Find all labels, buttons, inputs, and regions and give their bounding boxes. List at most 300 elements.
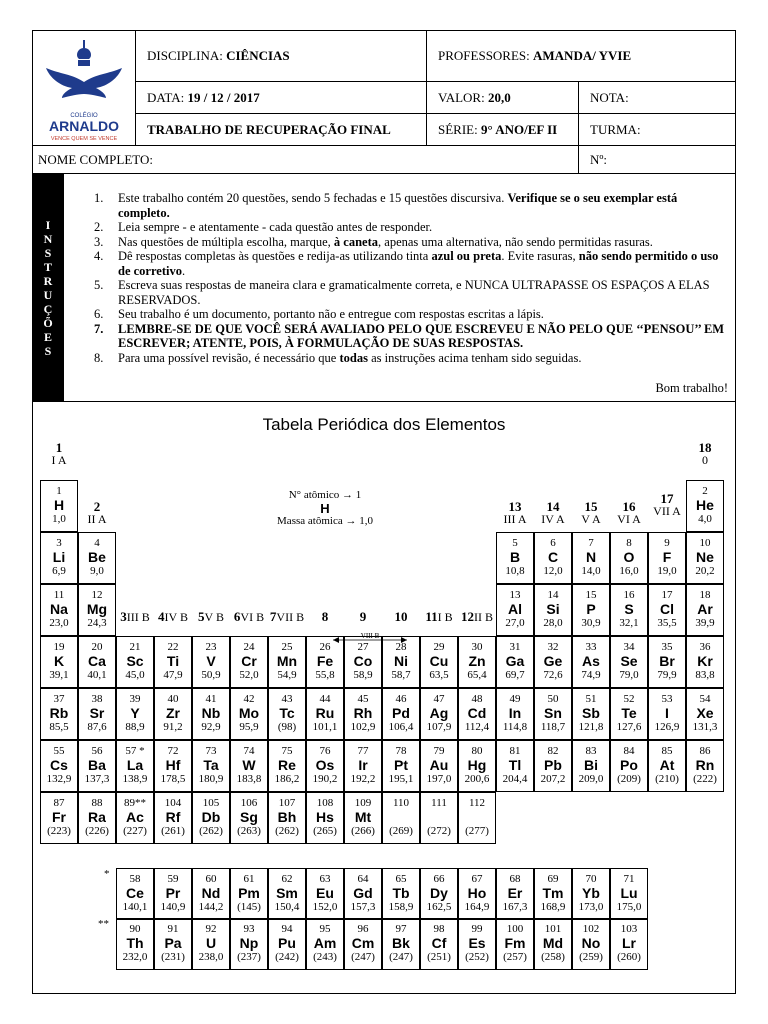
atomic-number: 56 [91,745,103,757]
element-symbol: Mo [238,705,260,721]
instruction-text: Este trabalho contém 20 questões, sendo 5 fechadas e 15 questões discursiva. Verifique se o seu exemplar está completo. [118,191,678,220]
element-cell-se [610,636,648,688]
atomic-number: 98 [433,923,445,935]
element-symbol: Si [546,601,560,617]
element-symbol: Ta [203,757,219,773]
element-symbol [383,809,419,825]
group-roman: I B [437,610,453,624]
atomic-mass: 132,9 [46,773,72,785]
atomic-mass: 63,5 [429,669,449,681]
atomic-number: 58 [129,873,141,885]
atomic-mass: 24,3 [87,617,107,629]
element-symbol: Md [542,935,564,951]
atomic-mass: 23,0 [49,617,69,629]
element-symbol: Rf [165,809,181,825]
element-cell-sg [230,792,268,844]
atomic-mass: (247) [351,951,375,963]
instruction-number: 1. [94,191,104,205]
element-symbol: W [242,757,256,773]
group-number: 2 [93,499,101,514]
atomic-mass: 200,6 [464,773,490,785]
element-symbol: Hs [316,809,334,825]
group-number: 16 [622,499,636,514]
atomic-number: 75 [281,745,293,757]
element-cell-sn [534,688,572,740]
element-cell-c [534,532,572,584]
atomic-number: 48 [471,693,483,705]
grade-field[interactable] [579,82,736,114]
element-symbol: Lr [622,935,636,951]
atomic-mass: 16,0 [619,565,639,577]
element-cell-ar [686,584,724,636]
atomic-number: 71 [623,873,635,885]
periodic-legend [240,489,410,528]
atomic-number: 8 [626,537,632,549]
atomic-number: 14 [547,589,559,601]
lanthanide-cell-ho [458,868,496,920]
element-cell-s [610,584,648,636]
element-cell-112 [458,792,496,844]
element-symbol: Nb [201,705,221,721]
element-cell-hg [458,740,496,792]
group-number: 17 [660,491,674,506]
atomic-number: 19 [53,641,65,653]
element-cell-ba [78,740,116,792]
atomic-number: 34 [623,641,635,653]
atomic-number: 108 [316,797,334,809]
instruction-text: Dê respostas completas às questões e redija-as utilizando tinta azul ou preta. Evite rasuras, não sendo permitido o uso de corretivo. [118,249,719,278]
class-field[interactable] [579,114,736,146]
element-symbol: V [206,653,216,669]
atomic-mass: 150,4 [274,901,300,913]
atomic-number: 25 [281,641,293,653]
atomic-mass: (226) [85,825,109,837]
actinide-cell-fm [496,918,534,970]
atomic-mass: (247) [389,951,413,963]
atomic-mass: 157,3 [350,901,376,913]
element-cell-tc [268,688,306,740]
group-roman: II B [474,610,493,624]
atomic-number: 30 [471,641,483,653]
atomic-mass: 19,0 [657,565,677,577]
atomic-number: 67 [471,873,483,885]
element-cell-cs [40,740,78,792]
group-roman: I A [51,453,67,467]
atomic-mass: 79,9 [657,669,677,681]
element-cell-br [648,636,686,688]
group-roman: III A [503,512,527,526]
group-header-10 [382,610,420,624]
atomic-mass: 186,2 [274,773,300,785]
instruction-item [94,191,729,220]
atomic-number: 41 [205,693,217,705]
group-roman: V A [581,512,601,526]
instruction-number: 7. [94,321,104,336]
atomic-number: 40 [167,693,179,705]
element-symbol: Ca [88,653,106,669]
element-symbol: S [624,601,634,617]
atomic-mass: 183,8 [236,773,262,785]
atomic-mass: 195,1 [388,773,414,785]
element-symbol: K [53,653,65,669]
atomic-mass: (145) [237,901,261,913]
atomic-mass: 45,0 [125,669,145,681]
atomic-mass: 131,3 [692,721,718,733]
atomic-mass: 4,0 [698,513,712,525]
element-symbol: Re [278,757,296,773]
element-cell-po [610,740,648,792]
element-symbol: B [509,549,521,565]
group-header-16 [610,500,648,526]
element-symbol: Bh [277,809,297,825]
element-cell-ru [306,688,344,740]
atomic-number: 81 [509,745,521,757]
element-symbol: Te [621,705,637,721]
atomic-number: 73 [205,745,217,757]
atomic-mass: 167,3 [502,901,528,913]
element-symbol [459,809,495,825]
instruction-text: LEMBRE-SE DE QUE VOCÊ SERÁ AVALIADO PELO QUE ESCREVEU E NÃO PELO QUE ‘‘PENSOU’’ EM ESCREVER; ATENTE, POIS, À FORMULAÇÃO DE SUAS RESPOSTAS. [118,321,725,350]
atomic-mass: 9,0 [90,565,104,577]
atomic-mass: 40,1 [87,669,107,681]
atomic-number: 59 [167,873,179,885]
atomic-number: 24 [243,641,255,653]
full-name-field[interactable] [32,146,579,174]
element-symbol: Cs [50,757,68,773]
instructions-side-label [32,174,64,402]
element-cell-xe [686,688,724,740]
atomic-number: 66 [433,873,445,885]
atomic-number: 44 [319,693,331,705]
lanthanides-marker: * [104,868,110,880]
atomic-number: 13 [509,589,521,601]
element-cell-rn [686,740,724,792]
atomic-number: 61 [243,873,255,885]
atomic-number: 87 [53,797,65,809]
atomic-number: 91 [167,923,179,935]
atomic-mass: 88,9 [125,721,145,733]
atomic-number: 10 [699,537,711,549]
element-symbol: As [582,653,600,669]
atomic-mass: (223) [47,825,71,837]
element-symbol: La [126,757,144,773]
atomic-mass: 20,2 [695,565,715,577]
atomic-mass: (222) [693,773,717,785]
atomic-mass: 118,7 [540,721,566,733]
atomic-number: 105 [202,797,220,809]
element-cell-al [496,584,534,636]
atomic-number: 100 [506,923,524,935]
atomic-number: 39 [129,693,141,705]
actinide-cell-no [572,918,610,970]
series-label: SÉRIE: [438,121,478,137]
instructions-box [64,174,736,402]
atomic-number: 101 [544,923,562,935]
element-symbol: Yb [582,885,600,901]
atomic-mass: 144,2 [198,901,224,913]
atomic-number: 6 [550,537,556,549]
eagle-icon [32,30,136,146]
group-roman: IV B [164,610,188,624]
atomic-mass: 39,9 [695,617,715,629]
element-symbol: Br [659,653,675,669]
group-header-7 [268,610,306,624]
element-cell-as [572,636,610,688]
instruction-item [94,351,729,366]
element-symbol: Mt [354,809,372,825]
atomic-number: 102 [582,923,600,935]
atomic-number: 16 [623,589,635,601]
element-cell-cu [420,636,458,688]
element-symbol: Na [50,601,68,617]
element-cell-ga [496,636,534,688]
lanthanide-cell-sm [268,868,306,920]
atomic-number: 37 [53,693,65,705]
element-symbol: Tm [542,885,564,901]
instruction-item [94,249,729,278]
element-symbol: Ne [696,549,714,565]
atomic-number: 103 [620,923,638,935]
group-header-2 [78,500,116,526]
element-cell-v [192,636,230,688]
group-number: 7 [269,609,277,624]
atomic-mass: 232,0 [122,951,148,963]
teachers-cell [427,30,736,82]
instruction-number: 2. [94,220,104,234]
group-number: 3 [120,609,127,624]
atomic-mass: 180,9 [198,773,224,785]
element-symbol: N [585,549,597,565]
element-symbol: Rb [49,705,69,721]
group-number: 15 [584,499,598,514]
element-cell-te [610,688,648,740]
teachers-label: PROFESSORES: [438,47,530,63]
group-roman: IV A [541,512,565,526]
atomic-number: 2 [702,485,708,497]
element-symbol: Tc [279,705,295,721]
atomic-mass: 140,9 [160,901,186,913]
atomic-number: 86 [699,745,711,757]
element-cell-nb [192,688,230,740]
actinide-cell-md [534,918,572,970]
element-symbol: Fe [316,653,334,669]
atomic-mass: 74,9 [581,669,601,681]
element-cell-111 [420,792,458,844]
element-cell-na [40,584,78,636]
atomic-mass: 106,4 [388,721,414,733]
element-cell-hs [306,792,344,844]
atomic-number: 3 [56,537,62,549]
element-cell-hf [154,740,192,792]
element-cell-in [496,688,534,740]
actinide-cell-pu [268,918,306,970]
legend-atomic-mass: Massa atômica → 1,0 [277,515,373,527]
element-symbol: Se [620,653,638,669]
group-number: 10 [394,609,408,624]
atomic-number: 35 [661,641,673,653]
group-header-15 [572,500,610,526]
atomic-mass: 112,4 [464,721,490,733]
atomic-number: 49 [509,693,521,705]
element-cell-cr [230,636,268,688]
element-cell-fr [40,792,78,844]
element-cell-li [40,532,78,584]
atomic-mass: 87,6 [87,721,107,733]
element-cell-o [610,532,648,584]
group-roman: 0 [702,453,708,467]
actinide-cell-cf [420,918,458,970]
element-symbol: In [508,705,522,721]
element-symbol: Np [239,935,259,951]
side-letter: T [43,260,52,274]
element-cell-pb [534,740,572,792]
element-symbol: Cl [660,601,674,617]
element-symbol: No [581,935,601,951]
atomic-mass: (272) [427,825,451,837]
atomic-number: 78 [395,745,407,757]
actinide-cell-u [192,918,230,970]
atomic-number: 52 [623,693,635,705]
atomic-mass: 72,6 [543,669,563,681]
group-roman: II A [87,512,107,526]
element-symbol: Sn [544,705,562,721]
element-cell-mn [268,636,306,688]
element-symbol: Ce [126,885,144,901]
atomic-mass: 204,4 [502,773,528,785]
lanthanide-cell-tb [382,868,420,920]
group-header-18 [686,441,724,467]
atomic-mass: 207,2 [540,773,566,785]
group-number: 6 [233,609,241,624]
value-value: 20,0 [487,89,511,105]
side-letter: S [44,246,52,260]
group-header-13 [496,500,534,526]
element-symbol: Er [507,885,523,901]
element-symbol: Eu [316,885,334,901]
element-symbol: Y [130,705,140,721]
atomic-mass: (269) [389,825,413,837]
group-header-8 [306,610,344,624]
group-roman: VII B [276,610,305,624]
element-cell-sc [116,636,154,688]
element-symbol: O [623,549,635,565]
atomic-mass: 14,0 [581,565,601,577]
atomic-mass: 175,0 [616,901,642,913]
element-symbol: Al [508,601,522,617]
group-number: 14 [546,499,560,514]
number-field[interactable] [579,146,736,174]
side-letter: Õ [43,316,53,330]
side-letter: S [44,344,52,358]
atomic-number: 90 [129,923,141,935]
atomic-number: 109 [354,797,372,809]
atomic-mass: (258) [541,951,565,963]
element-symbol: Sc [126,653,144,669]
legend-symbol: H [320,501,330,516]
atomic-mass: 91,2 [163,721,183,733]
group-number: 13 [508,499,522,514]
element-cell-cd [458,688,496,740]
logo-top-text: COLÉGIO [70,113,98,119]
lanthanide-cell-pm [230,868,268,920]
element-symbol: Os [315,757,335,773]
element-cell-sr [78,688,116,740]
element-cell-ta [192,740,230,792]
element-symbol: Sr [89,705,105,721]
atomic-mass: (259) [579,951,603,963]
teachers-value: AMANDA/ YVIE [533,47,632,63]
atomic-mass: 58,7 [391,669,411,681]
instruction-text: Seu trabalho é um documento, portanto não e entregue com respostas escritas a lápis. [118,307,544,321]
group-header-12 [458,610,496,624]
atomic-number: 79 [433,745,445,757]
atomic-mass: (209) [617,773,641,785]
atomic-number: 97 [395,923,407,935]
atomic-number: 38 [91,693,103,705]
element-cell-be [78,532,116,584]
atomic-number: 28 [395,641,407,653]
element-cell-n [572,532,610,584]
atomic-mass: 238,0 [198,951,224,963]
element-cell-sb [572,688,610,740]
actinide-cell-th [116,918,154,970]
atomic-mass: 162,5 [426,901,452,913]
lanthanide-cell-pr [154,868,192,920]
element-cell-rh [344,688,382,740]
closing-text: Bom trabalho! [655,381,728,395]
element-symbol: Th [126,935,144,951]
instruction-item [94,307,729,322]
class-label: TURMA: [590,121,641,137]
atomic-number: 92 [205,923,217,935]
element-symbol: U [205,935,217,951]
element-symbol: Tb [392,885,410,901]
group-number: 1 [55,440,63,455]
instructions-list [94,191,729,365]
atomic-mass: 83,8 [695,669,715,681]
element-cell-at [648,740,686,792]
element-symbol: Ac [126,809,144,825]
atomic-mass: (261) [161,825,185,837]
lanthanide-cell-yb [572,868,610,920]
instruction-item [94,220,729,235]
atomic-number: 26 [319,641,331,653]
element-symbol: Li [52,549,66,565]
atomic-number: 46 [395,693,407,705]
element-symbol: Fm [504,935,526,951]
element-symbol: Lu [620,885,638,901]
element-cell-ca [78,636,116,688]
element-symbol: Po [620,757,638,773]
atomic-number: 88 [91,797,103,809]
atomic-number: 83 [585,745,597,757]
atomic-number: 15 [585,589,597,601]
element-symbol: At [659,757,675,773]
atomic-mass: (262) [275,825,299,837]
element-cell-zr [154,688,192,740]
element-cell-i [648,688,686,740]
atomic-mass: 114,8 [502,721,528,733]
atomic-mass: 54,9 [277,669,297,681]
element-symbol: C [547,549,559,565]
actinide-cell-es [458,918,496,970]
atomic-number: 54 [699,693,711,705]
atomic-number: 93 [243,923,255,935]
atomic-mass: (277) [465,825,489,837]
element-cell-f [648,532,686,584]
element-symbol: Co [353,653,373,669]
atomic-mass: 65,4 [467,669,487,681]
